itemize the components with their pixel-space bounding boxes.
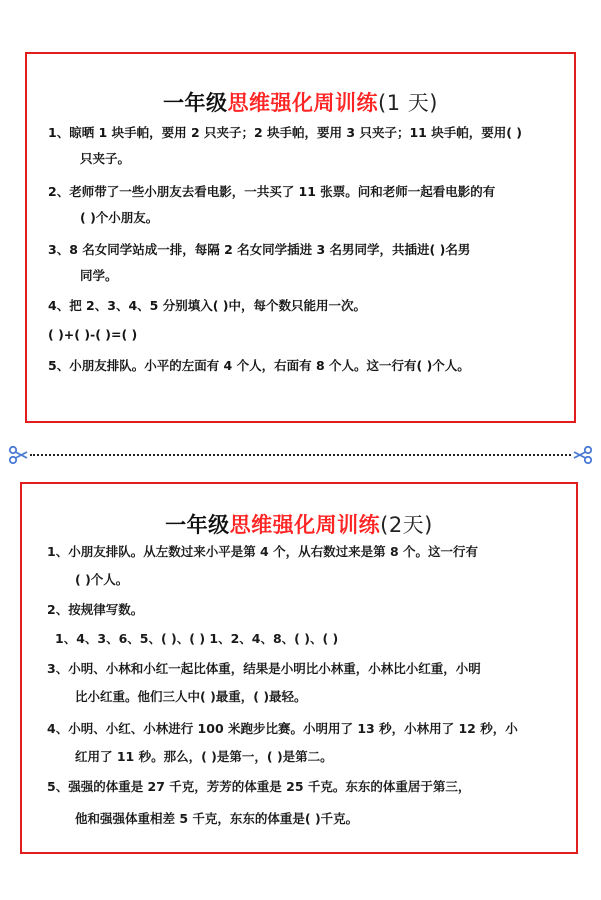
question-1-line-2: ( )个人。 (75, 572, 129, 587)
question-4-line-2: 红用了 11 秒。那么，( )是第一，( )是第二。 (75, 749, 333, 764)
worksheet-day2-box (20, 482, 578, 854)
question-2-line-2: ( )个小朋友。 (80, 210, 159, 225)
title-day: (2天) (380, 513, 433, 537)
question-5-line-1: 5、强强的体重是 27 千克，芳芳的体重是 25 千克。东东的体重居于第三， (47, 779, 471, 794)
dotted-cut-line (30, 454, 571, 456)
question-3-line-2: 同学。 (80, 268, 118, 283)
scissors-icon (8, 445, 28, 465)
question-4-equation: ( )+( )-( )=( ) (48, 327, 138, 342)
question-5-line-2: 他和强强体重相差 5 千克，东东的体重是( )千克。 (75, 811, 359, 826)
question-3-line-2: 比小红重。他们三人中( )最重，( )最轻。 (75, 689, 307, 704)
worksheet-day1-title (27, 87, 574, 117)
title-grade: 一年级 (165, 513, 230, 537)
question-2-line-1: 2、按规律写数。 (47, 602, 144, 617)
question-2-line-1: 2、老师带了一些小朋友去看电影，一共买了 11 张票。问和老师一起看电影的有 (48, 184, 496, 199)
question-5-line-1: 5、小朋友排队。小平的左面有 4 个人，右面有 8 个人。这一行有( )个人。 (48, 358, 470, 373)
question-3-line-1: 3、小明、小林和小红一起比体重，结果是小明比小林重，小林比小红重，小明 (47, 661, 481, 676)
worksheet-day2-title (22, 509, 576, 539)
title-topic: 思维强化周训练 (229, 513, 381, 537)
question-1-line-1: 1、晾晒 1 块手帕，要用 2 只夹子；2 块手帕，要用 3 只夹子；11 块手帕，要用( ) (48, 125, 522, 140)
title-topic: 思维强化周训练 (227, 91, 379, 115)
question-1-line-1: 1、小朋友排队。从左数过来小平是第 4 个，从右数过来是第 8 个。这一行有 (47, 544, 479, 559)
worksheet-day1-box (25, 52, 576, 423)
cut-line-divider (8, 445, 593, 465)
question-1-line-2: 只夹子。 (80, 151, 131, 166)
question-3-line-1: 3、8 名女同学站成一排，每隔 2 名女同学插进 3 名男同学，共插进( )名男 (48, 242, 471, 257)
title-grade: 一年级 (163, 91, 228, 115)
question-4-line-1: 4、把 2、3、4、5 分别填入( )中，每个数只能用一次。 (48, 298, 366, 313)
question-4-line-1: 4、小明、小红、小林进行 100 米跑步比赛。小明用了 13 秒，小林用了 12 秒，小 (47, 721, 518, 736)
scissors-icon (573, 445, 593, 465)
title-day: (1 天) (378, 91, 438, 115)
question-2-sequences: 1、4、3、6、5、( )、( ) 1、2、4、8、( )、( ) (55, 631, 339, 646)
